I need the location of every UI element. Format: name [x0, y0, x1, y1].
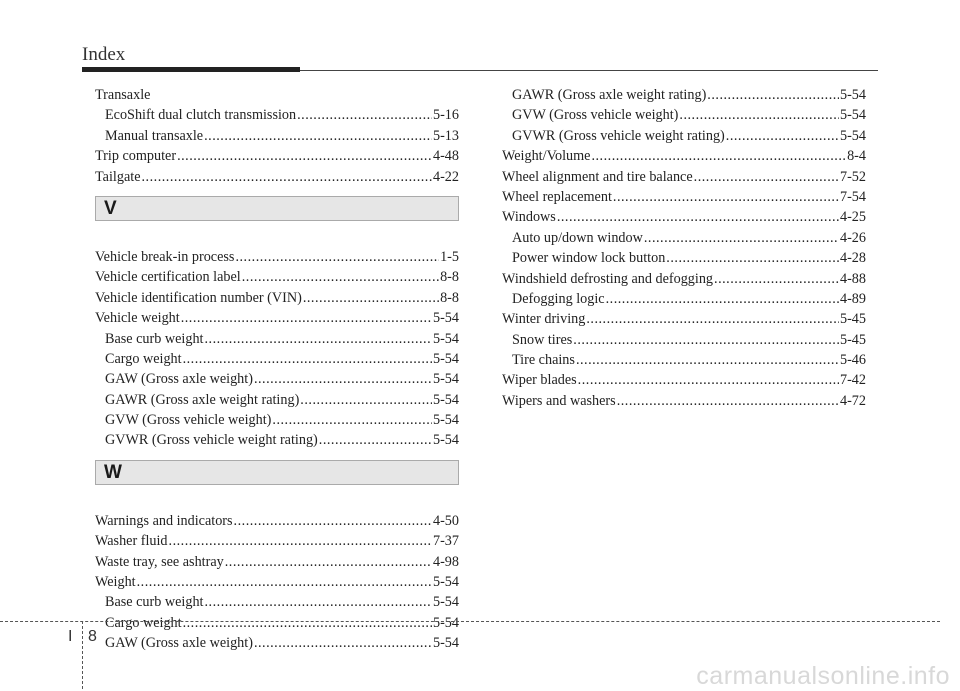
section-header-w — [95, 460, 459, 485]
dot-leader — [573, 330, 839, 350]
index-entry — [502, 330, 866, 350]
entry-group-w-continued — [502, 85, 866, 411]
index-entry — [502, 85, 866, 105]
entry-page-ref: 5-54 — [432, 594, 459, 611]
entry-page-ref: 5-13 — [432, 127, 459, 144]
dot-leader — [234, 511, 432, 531]
entry-page-ref: 4-48 — [432, 148, 459, 165]
entry-page-ref: 5-54 — [839, 127, 866, 144]
dot-leader — [557, 207, 839, 227]
dot-leader — [272, 410, 432, 430]
dot-leader — [254, 369, 432, 389]
page-title: Index — [82, 44, 126, 65]
entry-page-ref: 5-54 — [432, 635, 459, 652]
entry-term: GVW (Gross vehicle weight) — [512, 107, 679, 124]
index-entry — [502, 207, 866, 227]
entry-term: GAW (Gross axle weight) — [105, 371, 253, 388]
entry-group-v — [95, 247, 459, 451]
index-entry — [502, 289, 866, 309]
index-entry — [95, 329, 459, 349]
entry-term: GVWR (Gross vehicle weight rating) — [512, 127, 725, 144]
index-entry — [95, 390, 459, 410]
entry-term: Winter driving — [502, 311, 586, 328]
header-rule-thin — [300, 70, 878, 71]
entry-page-ref: 5-54 — [839, 87, 866, 103]
index-entry — [502, 167, 866, 187]
entry-term: Weight — [95, 574, 136, 591]
dot-leader — [319, 430, 432, 450]
entry-page-ref: 7-42 — [839, 372, 866, 389]
entry-term: Wiper blades — [502, 372, 577, 389]
index-entry — [502, 309, 866, 329]
entry-page-ref: 4-22 — [432, 168, 459, 185]
entry-term: Vehicle identification number (VIN) — [95, 289, 302, 306]
entry-term: GVWR (Gross vehicle weight rating) — [105, 432, 318, 449]
entry-page-ref: 5-54 — [432, 330, 459, 347]
entry-term: Cargo weight — [105, 614, 182, 631]
dot-leader — [169, 531, 432, 551]
index-entry — [95, 247, 459, 267]
index-entry — [95, 167, 459, 187]
index-column-right — [502, 85, 866, 411]
entry-term: Trip computer — [95, 148, 177, 165]
dot-leader — [181, 308, 432, 328]
index-entry — [502, 248, 866, 268]
entry-page-ref: 5-16 — [432, 107, 459, 124]
index-entry — [502, 350, 866, 370]
index-entry — [95, 592, 459, 612]
dot-leader — [679, 105, 839, 125]
entry-term: Manual transaxle — [105, 127, 204, 144]
dot-leader — [578, 370, 839, 390]
dot-leader — [235, 247, 439, 267]
index-entry — [95, 531, 459, 551]
section-header-v — [95, 196, 459, 221]
index-entry — [95, 126, 459, 146]
section-letter-w: W — [104, 461, 122, 483]
entry-term: Windshield defrosting and defogging — [502, 270, 714, 287]
footer-section-label: I — [68, 628, 73, 645]
footer-divider — [82, 621, 83, 689]
entry-page-ref: 5-54 — [432, 432, 459, 449]
dot-leader — [205, 592, 432, 612]
entry-page-ref: 5-54 — [432, 350, 459, 367]
index-entry — [95, 85, 459, 105]
entry-group-t — [95, 85, 459, 187]
dot-leader — [142, 167, 432, 187]
index-column-left — [95, 85, 459, 654]
entry-term: Wheel replacement — [502, 188, 612, 205]
entry-page-ref: 5-45 — [839, 331, 866, 348]
entry-term: Auto up/down window — [512, 229, 643, 246]
entry-page-ref: 5-54 — [432, 412, 459, 429]
entry-term: Wipers and washers — [502, 392, 616, 409]
entry-term: Vehicle certification label — [95, 269, 241, 286]
entry-page-ref: 4-28 — [839, 250, 866, 267]
index-entry — [502, 269, 866, 289]
entry-page-ref: 4-89 — [839, 290, 866, 307]
entry-term: Waste tray, see ashtray — [95, 553, 224, 570]
entry-page-ref: 5-54 — [432, 371, 459, 388]
dot-leader — [297, 105, 432, 125]
index-entry — [95, 410, 459, 430]
entry-term: Defogging logic — [512, 290, 605, 307]
entry-term: Washer fluid — [95, 533, 168, 550]
entry-term: GAW (Gross axle weight) — [105, 635, 253, 652]
dot-leader — [694, 167, 839, 187]
entry-page-ref: 1-5 — [440, 248, 459, 265]
dot-leader — [303, 288, 439, 308]
dot-leader — [177, 146, 432, 166]
entry-page-ref: 5-54 — [432, 391, 459, 408]
entry-group-w — [95, 511, 459, 654]
entry-page-ref: 7-54 — [839, 188, 866, 205]
entry-term: Cargo weight — [105, 350, 182, 367]
dot-leader — [300, 390, 432, 410]
dot-leader — [613, 187, 839, 207]
entry-term: GAWR (Gross axle weight rating) — [512, 87, 707, 103]
index-entry — [95, 633, 459, 653]
entry-page-ref: 4-25 — [839, 209, 866, 226]
dot-leader — [586, 309, 839, 329]
dot-leader — [606, 289, 839, 309]
entry-term: Transaxle — [95, 87, 151, 103]
dot-leader — [137, 572, 432, 592]
index-entry — [502, 187, 866, 207]
entry-page-ref: 5-54 — [839, 107, 866, 124]
entry-page-ref: 4-98 — [432, 553, 459, 570]
entry-page-ref: 5-45 — [839, 311, 866, 328]
dot-leader — [707, 85, 839, 105]
index-entry — [95, 552, 459, 572]
index-entry — [502, 126, 866, 146]
dot-leader — [726, 126, 839, 146]
dot-leader — [666, 248, 839, 268]
entry-page-ref: 7-52 — [839, 168, 866, 185]
entry-term: Windows — [502, 209, 556, 226]
index-entry — [95, 613, 459, 633]
dot-leader — [242, 267, 439, 287]
index-entry — [502, 228, 866, 248]
index-entry — [95, 349, 459, 369]
index-entry — [95, 146, 459, 166]
dot-leader — [591, 146, 846, 166]
entry-term: Snow tires — [512, 331, 573, 348]
dot-leader — [644, 228, 839, 248]
index-entry — [95, 105, 459, 125]
entry-term: GVW (Gross vehicle weight) — [105, 412, 272, 429]
dot-leader — [617, 391, 839, 411]
dot-leader — [183, 349, 432, 369]
entry-term: Base curb weight — [105, 594, 204, 611]
entry-term: GAWR (Gross axle weight rating) — [105, 391, 300, 408]
entry-term: EcoShift dual clutch transmission — [105, 107, 297, 124]
entry-page-ref: 4-26 — [839, 229, 866, 246]
dot-leader — [183, 613, 432, 633]
index-entry — [95, 308, 459, 328]
dot-leader — [254, 633, 432, 653]
watermark: carmanualsonline.info — [696, 662, 950, 690]
entry-term: Wheel alignment and tire balance — [502, 168, 693, 185]
entry-term: Vehicle weight — [95, 310, 180, 327]
entry-term: Tailgate — [95, 168, 141, 185]
entry-term: Base curb weight — [105, 330, 204, 347]
index-entry — [95, 572, 459, 592]
section-letter-v: V — [104, 197, 117, 219]
index-entry — [95, 511, 459, 531]
index-entry — [95, 430, 459, 450]
entry-term: Power window lock button — [512, 250, 666, 267]
index-entry — [95, 369, 459, 389]
entry-term: Warnings and indicators — [95, 512, 233, 529]
dot-leader — [714, 269, 839, 289]
entry-page-ref: 4-50 — [432, 512, 459, 529]
entry-term: Weight/Volume — [502, 148, 591, 165]
index-entry — [502, 391, 866, 411]
index-entry — [95, 288, 459, 308]
entry-page-ref: 4-72 — [839, 392, 866, 409]
index-entry — [502, 105, 866, 125]
dot-leader — [576, 350, 839, 370]
entry-page-ref: 8-8 — [440, 289, 459, 306]
entry-page-ref: 8-4 — [847, 148, 866, 165]
index-entry — [502, 370, 866, 390]
entry-page-ref: 5-54 — [432, 310, 459, 327]
entry-page-ref: 5-54 — [432, 574, 459, 591]
entry-page-ref: 5-46 — [839, 352, 866, 369]
entry-page-ref: 5-54 — [432, 614, 459, 631]
dot-leader — [225, 552, 432, 572]
index-entry — [502, 146, 866, 166]
entry-page-ref: 7-37 — [432, 533, 459, 550]
index-entry — [95, 267, 459, 287]
entry-term: Vehicle break-in process — [95, 248, 235, 265]
entry-term: Tire chains — [512, 352, 575, 369]
entry-page-ref: 8-8 — [440, 269, 459, 286]
dot-leader — [205, 329, 432, 349]
dot-leader — [204, 126, 432, 146]
footer-rule — [0, 621, 940, 622]
entry-page-ref: 4-88 — [839, 270, 866, 287]
header-rule-thick — [82, 67, 300, 72]
footer-page-number: 8 — [88, 628, 97, 645]
